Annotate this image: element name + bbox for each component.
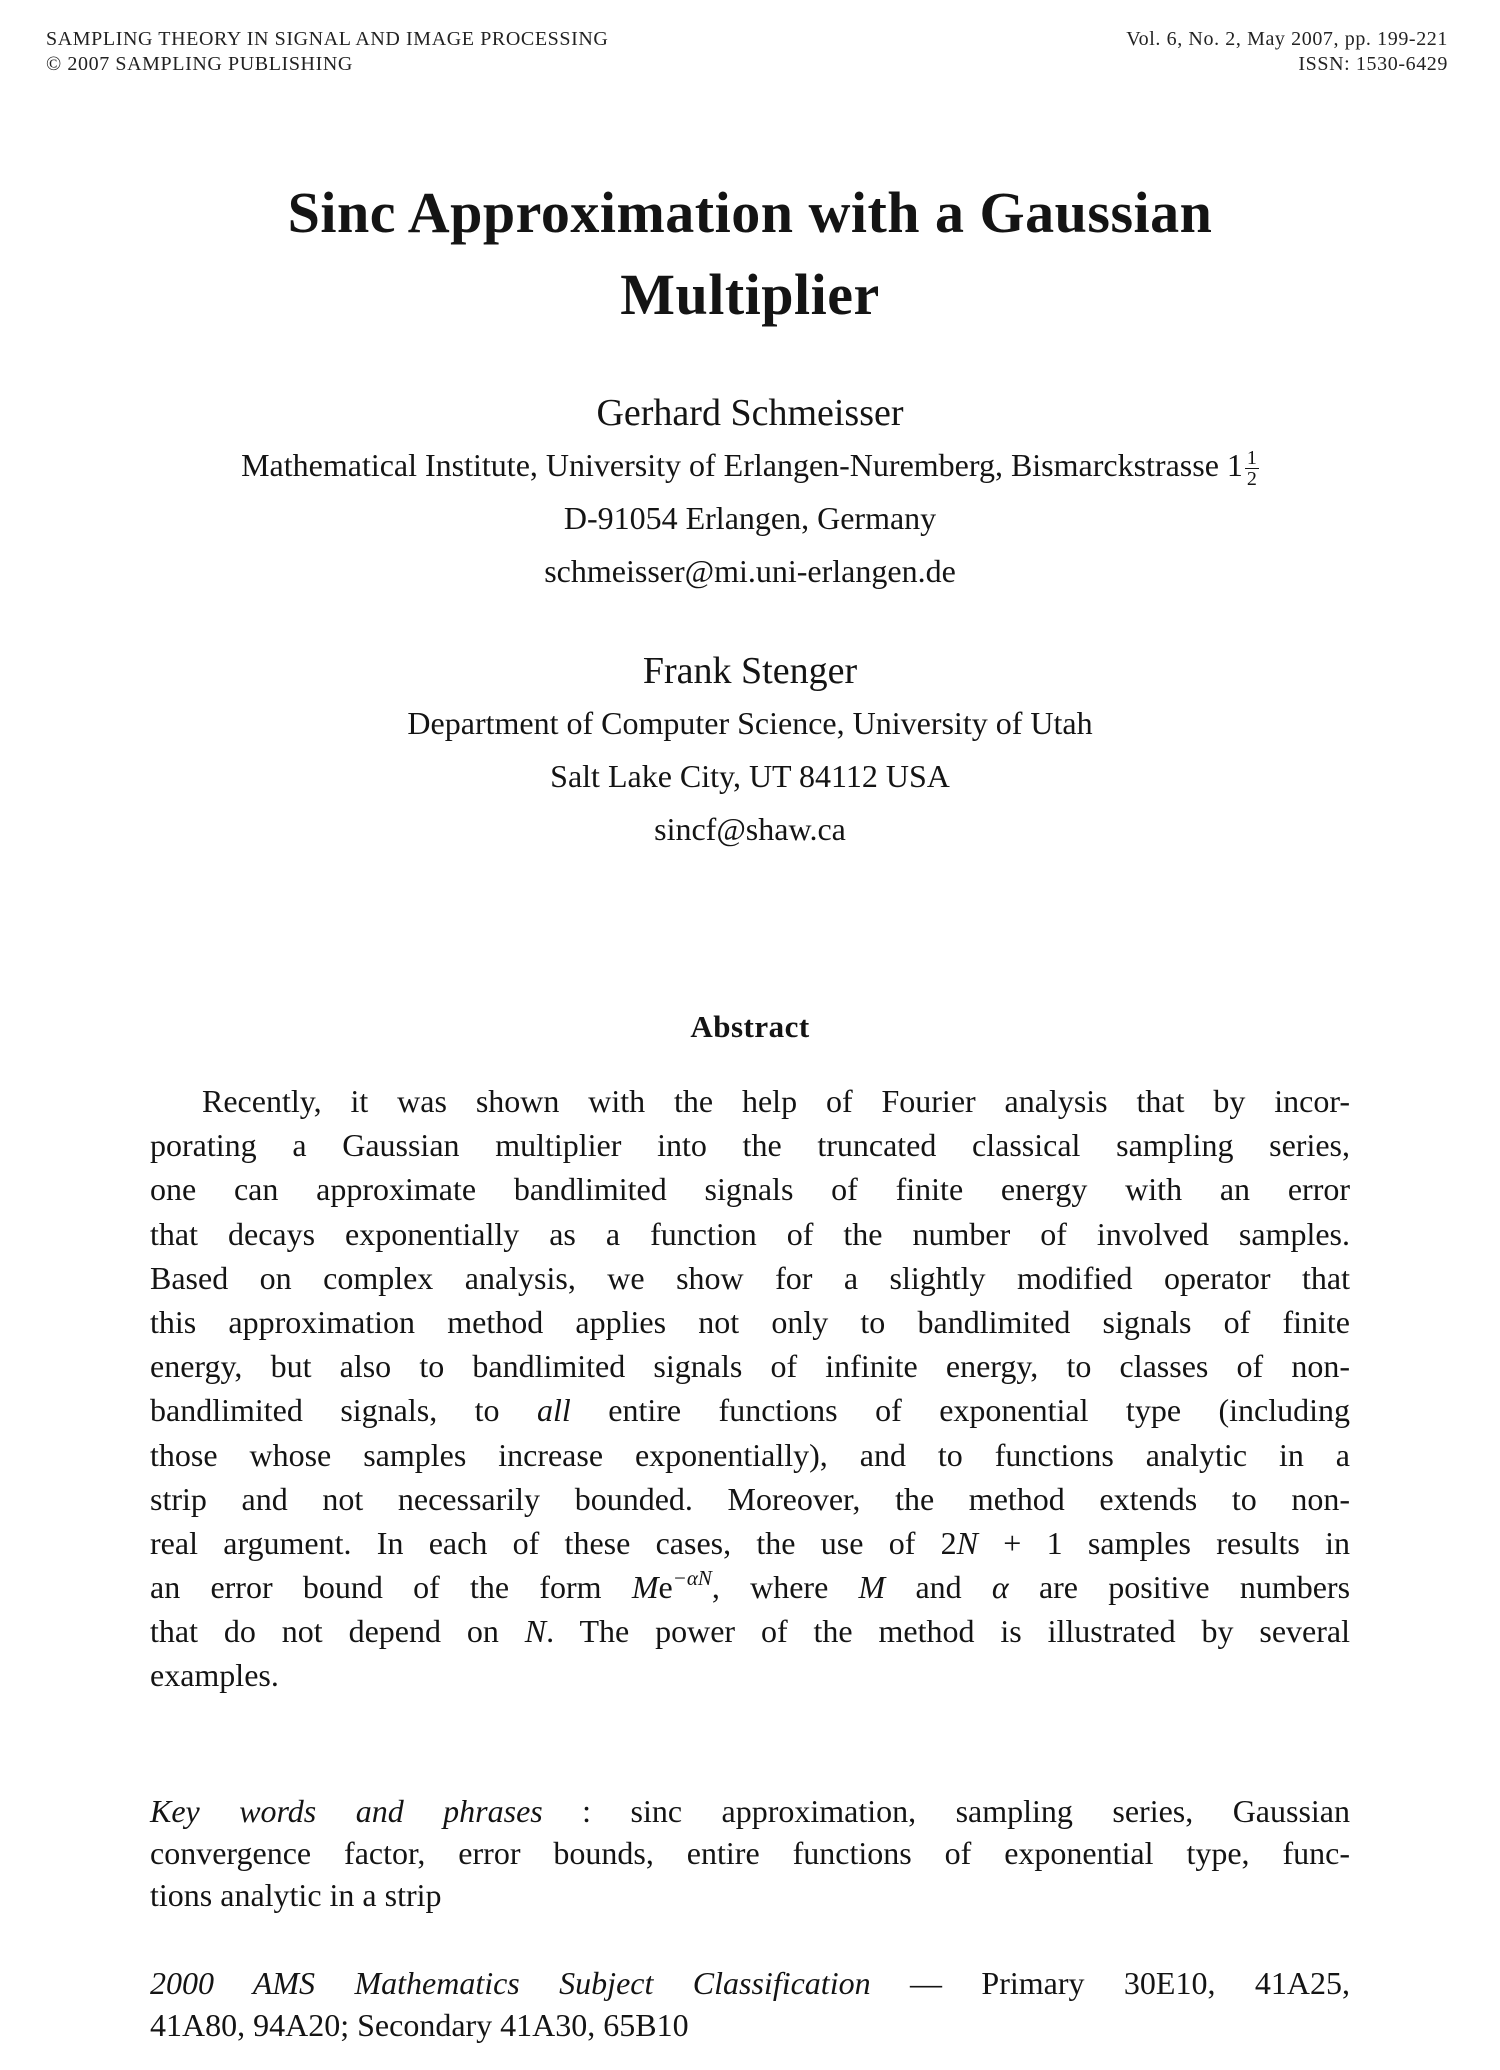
- keywords-separator: :: [542, 1793, 631, 1829]
- abstract-line: strip and not necessarily bounded. Moreover, the method extends to non-: [150, 1480, 1350, 1517]
- math-variable: N: [956, 1524, 978, 1561]
- text-run: and: [885, 1569, 992, 1606]
- author-affiliation: Department of Computer Science, University of Utah: [407, 705, 1093, 741]
- math-exp-base: e: [658, 1569, 673, 1606]
- abstract-line: Recently, it was shown with the help of Fourier analysis that by incor-: [202, 1083, 1350, 1119]
- abstract-line: that decays exponentially as a function of the number of involved samples.: [150, 1215, 1350, 1252]
- abstract-line: [150, 1565, 1350, 1609]
- author-email[interactable]: schmeisser@mi.uni-erlangen.de: [544, 553, 956, 589]
- abstract-line: energy, but also to bandlimited signals of infinite energy, to classes of non-: [150, 1348, 1350, 1385]
- journal-name: SAMPLING THEORY IN SIGNAL AND IMAGE PROCESSING: [46, 28, 609, 50]
- text-run: real argument. In each of these cases, the use of 2: [150, 1524, 957, 1561]
- fraction-numerator: 1: [1246, 447, 1257, 470]
- abstract-line: porating a Gaussian multiplier into the truncated classical sampling series,: [150, 1127, 1350, 1164]
- msc-line: 41A80, 94A20; Secondary 41A30, 65B10: [150, 2007, 689, 2043]
- abstract-body: [150, 1079, 1350, 1698]
- fraction-one-half: [1245, 448, 1259, 489]
- math-variable: N: [524, 1613, 547, 1650]
- text-run: . The power of the method is illustrated by several: [546, 1613, 1351, 1650]
- text-run: — Primary 30E10, 41A25,: [870, 1965, 1350, 2001]
- abstract-line: examples.: [150, 1657, 279, 1694]
- copyright-line: © 2007 SAMPLING PUBLISHING: [46, 53, 353, 75]
- text-run: sinc approximation, sampling series, Gaussian: [630, 1793, 1351, 1829]
- text-run: an error bound of the form: [150, 1569, 632, 1606]
- abstract-line: those whose samples increase exponentially), and to functions analytic in a: [150, 1436, 1350, 1473]
- text-run: are positive numbers: [1008, 1569, 1351, 1606]
- title-line-2: Multiplier: [620, 262, 880, 327]
- keywords-label: Key words and phrases: [150, 1793, 543, 1829]
- abstract-line: [150, 1609, 1350, 1653]
- author-name: Gerhard Schmeisser: [596, 392, 904, 434]
- author-name: Frank Stenger: [642, 650, 858, 692]
- abstract-line: [150, 1388, 1350, 1432]
- author-address: D-91054 Erlangen, Germany: [563, 500, 937, 536]
- text-run: , where: [711, 1569, 859, 1606]
- author-affiliation: [0, 439, 1500, 492]
- math-variable: M: [858, 1569, 886, 1606]
- abstract-line: Based on complex analysis, we show for a slightly modified operator that: [150, 1259, 1350, 1296]
- msc-section: [150, 1962, 1350, 2046]
- keywords-line: [150, 1790, 1350, 1832]
- math-variable: α: [991, 1569, 1009, 1606]
- author-address: Salt Lake City, UT 84112 USA: [550, 758, 950, 794]
- volume-info: Vol. 6, No. 2, May 2007, pp. 199-221: [1126, 28, 1448, 50]
- author-block-1: [0, 387, 1500, 598]
- paper-title: [0, 172, 1500, 336]
- abstract-line: one can approximate bandlimited signals of finite energy with an error: [150, 1171, 1350, 1208]
- keywords-section: [150, 1790, 1350, 1916]
- text-run: + 1 samples results in: [978, 1524, 1351, 1561]
- title-line-1: Sinc Approximation with a Gaussian: [287, 180, 1213, 245]
- fraction-denominator: 2: [1246, 468, 1257, 491]
- running-head-left: [46, 27, 608, 77]
- msc-line: [150, 1962, 1350, 2004]
- math-exponent: −αN: [672, 1566, 712, 1591]
- text-run: that do not depend on: [150, 1613, 525, 1650]
- abstract-heading: Abstract: [690, 1009, 810, 1044]
- text-run: bandlimited signals, to: [150, 1392, 537, 1429]
- msc-label: 2000 AMS Mathematics Subject Classification: [150, 1965, 871, 2001]
- emphasis: all: [537, 1392, 571, 1429]
- keywords-line: convergence factor, error bounds, entire functions of exponential type, func-: [150, 1835, 1350, 1871]
- author-email[interactable]: sincf@shaw.ca: [654, 811, 846, 847]
- math-variable: M: [631, 1569, 659, 1606]
- author-block-2: [0, 645, 1500, 856]
- text-run: entire functions of exponential type (including: [570, 1392, 1350, 1429]
- issn: ISSN: 1530-6429: [1298, 53, 1448, 75]
- affiliation-line: Mathematical Institute, University of Erlangen-Nuremberg, Bismarckstrasse 1: [241, 447, 1243, 483]
- abstract-line: [150, 1521, 1350, 1565]
- keywords-line: tions analytic in a strip: [150, 1877, 442, 1913]
- abstract-line: this approximation method applies not only to bandlimited signals of finite: [150, 1303, 1350, 1340]
- running-head-right: [1126, 27, 1448, 77]
